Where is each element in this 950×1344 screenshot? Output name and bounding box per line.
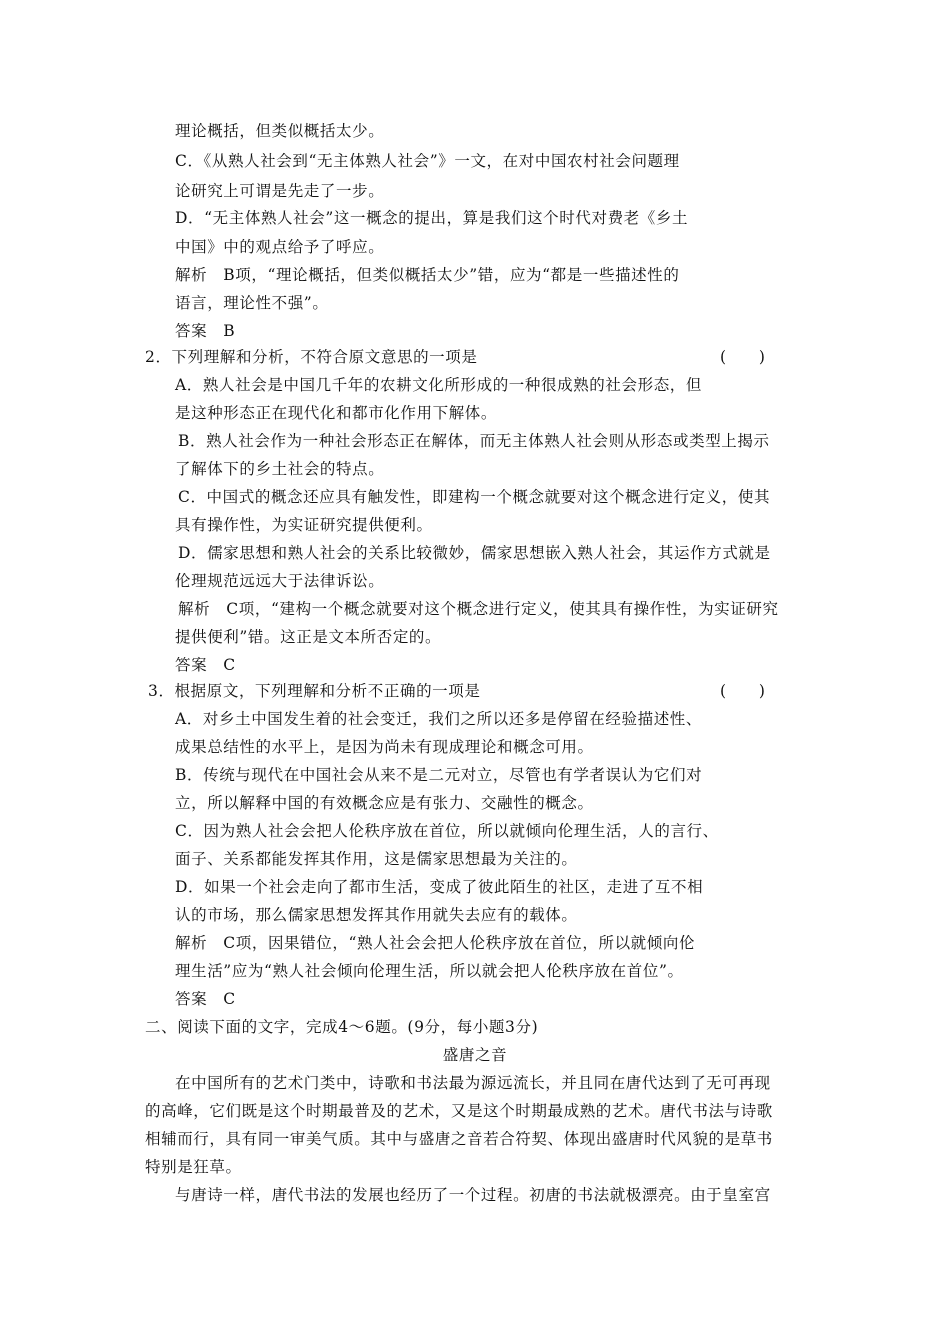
option-a-line: A．熟人社会是中国几千年的农耕文化所形成的一种很成熟的社会形态，但 [175, 376, 702, 394]
text-line: 语言，理论性不强”。 [175, 294, 329, 312]
option-a-line: A．对乡土中国发生着的社会变迁，我们之所以还多是停留在经验描述性、 [175, 710, 702, 728]
answer-line: 答案 B [175, 322, 236, 340]
passage-line: 在中国所有的艺术门类中，诗歌和书法最为源远流长，并且同在唐代达到了无可再现 [175, 1074, 771, 1092]
text-line: 理生活”应为“熟人社会倾向伦理生活，所以就会把人伦秩序放在首位”。 [175, 962, 684, 980]
text-line: 提供便利”错。这正是文本所否定的。 [175, 628, 442, 646]
passage-line: 相辅而行，具有同一审美气质。其中与盛唐之音若合符契、体现出盛唐时代风貌的是草书 [145, 1130, 773, 1148]
analysis-line: 解析 B项，“理论概括，但类似概括太少”错，应为“都是一些描述性的 [175, 266, 680, 284]
analysis-line: 解析 C项，“建构一个概念就要对这个概念进行定义，使其具有操作性，为实证研究 [178, 600, 779, 618]
text-line: 面子、关系都能发挥其作用，这是儒家思想最为关注的。 [175, 850, 578, 868]
question-2: 2．下列理解和分析，不符合原文意思的一项是 [145, 348, 478, 366]
answer-paren: ( ) [720, 682, 766, 700]
option-d-line: D．如果一个社会走向了都市生活，变成了彼此陌生的社区，走进了互不相 [175, 878, 704, 896]
text-line: 认的市场，那么儒家思想发挥其作用就失去应有的载体。 [175, 906, 578, 924]
text-line: 成果总结性的水平上，是因为尚未有现成理论和概念可用。 [175, 738, 594, 756]
text-line: 论研究上可谓是先走了一步。 [175, 182, 385, 200]
text-line: 理论概括，但类似概括太少。 [175, 122, 385, 140]
text-line: 中国》中的观点给予了呼应。 [175, 238, 385, 256]
answer-line: 答案 C [175, 990, 236, 1008]
option-d-line: D．“无主体熟人社会”这一概念的提出，算是我们这个时代对费老《乡土 [175, 209, 689, 227]
option-c-line: C．《从熟人社会到“无主体熟人社会”》一文，在对中国农村社会问题理 [175, 152, 680, 170]
section-heading: 二、阅读下面的文字，完成4～6题。(9分，每小题3分) [145, 1018, 539, 1036]
option-c-line: C．因为熟人社会会把人伦秩序放在首位，所以就倾向伦理生活，人的言行、 [175, 822, 719, 840]
option-b-line: B．熟人社会作为一种社会形态正在解体，而无主体熟人社会则从形态或类型上揭示 [178, 432, 770, 450]
text-line: 伦理规范远远大于法律诉讼。 [175, 572, 385, 590]
question-3: 3．根据原文，下列理解和分析不正确的一项是 [148, 682, 481, 700]
passage-title: 盛唐之音 [442, 1046, 508, 1064]
analysis-line: 解析 C项，因果错位，“熟人社会会把人伦秩序放在首位，所以就倾向伦 [175, 934, 696, 952]
option-b-line: B．传统与现代在中国社会从来不是二元对立，尽管也有学者误认为它们对 [175, 766, 703, 784]
passage-line: 特别是狂草。 [145, 1158, 242, 1176]
text-line: 立，所以解释中国的有效概念应是有张力、交融性的概念。 [175, 794, 594, 812]
passage-line: 的高峰，它们既是这个时期最普及的艺术，又是这个时期最成熟的艺术。唐代书法与诗歌 [145, 1102, 773, 1120]
answer-paren: ( ) [720, 348, 766, 366]
text-line: 了解体下的乡土社会的特点。 [175, 460, 385, 478]
passage-line: 与唐诗一样，唐代书法的发展也经历了一个过程。初唐的书法就极漂亮。由于皇室宫 [175, 1186, 771, 1204]
answer-line: 答案 C [175, 656, 236, 674]
text-line: 是这种形态正在现代化和都市化作用下解体。 [175, 404, 498, 422]
text-line: 具有操作性，为实证研究提供便利。 [175, 516, 433, 534]
option-d-line: D．儒家思想和熟人社会的关系比较微妙，儒家思想嵌入熟人社会，其运作方式就是 [178, 544, 771, 562]
option-c-line: C．中国式的概念还应具有触发性，即建构一个概念就要对这个概念进行定义，使其 [178, 488, 771, 506]
